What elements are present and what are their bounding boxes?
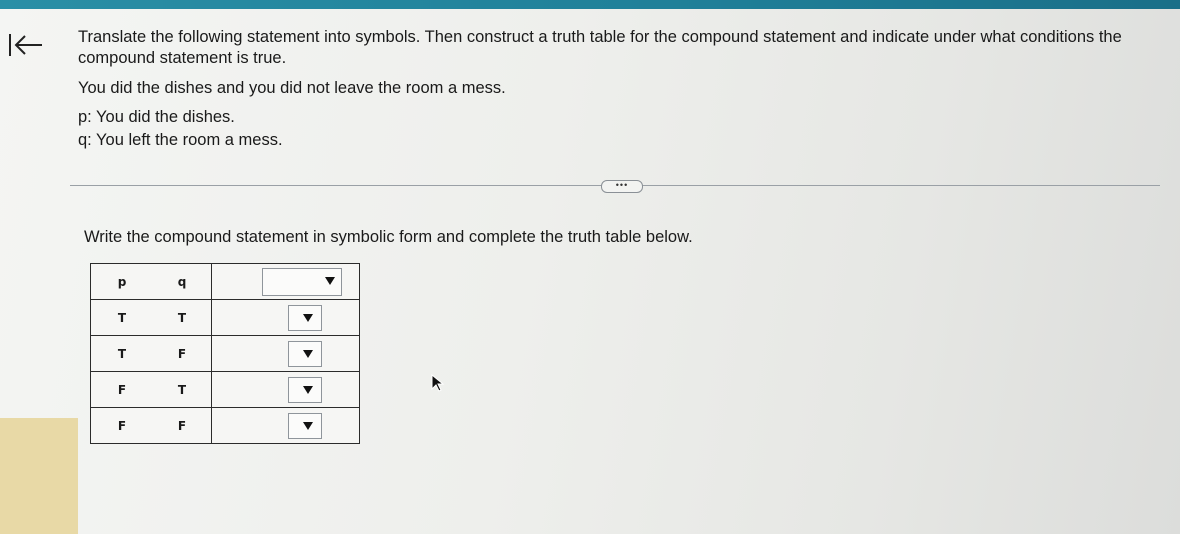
row-answer-cell [212,300,360,336]
row-q-value: F [153,408,212,444]
header-expression-cell [212,264,360,300]
truth-table [90,263,360,444]
row-q-value: F [153,336,212,372]
expression-dropdown[interactable] [262,268,342,296]
question-instructions: Translate the following statement into symbols. Then construct a truth table for the compound statement and indicate under what conditions the compound statement is true. [78,28,1122,67]
row-p-value: F [91,372,154,408]
dropdown-arrow-icon [303,422,313,430]
row-answer-dropdown[interactable] [288,377,322,403]
back-arrow-icon [4,30,46,60]
row-answer-dropdown[interactable] [288,305,322,331]
table-row [91,408,360,444]
row-p-value: T [91,336,154,372]
row-q-value: T [153,300,212,336]
q-definition: q: You left the room a mess. [78,131,283,149]
dropdown-arrow-icon [325,277,335,285]
show-more-button[interactable]: ••• [601,180,643,193]
p-definition: p: You did the dishes. [78,108,235,126]
top-bar [0,0,1180,9]
truth-table-header-row [91,264,360,300]
dropdown-arrow-icon [303,314,313,322]
row-answer-dropdown[interactable] [288,341,322,367]
mouse-pointer-icon [431,374,445,397]
row-p-value: T [91,300,154,336]
table-row [91,300,360,336]
header-p: p [91,264,154,300]
header-q: q [153,264,212,300]
dropdown-arrow-icon [303,350,313,358]
side-panel-tab [0,418,78,534]
row-p-value: F [91,408,154,444]
row-answer-cell [212,372,360,408]
table-row [91,372,360,408]
task-prompt: Write the compound statement in symbolic form and complete the truth table below. [84,228,693,246]
row-answer-cell [212,408,360,444]
table-row [91,336,360,372]
row-answer-cell [212,336,360,372]
row-answer-dropdown[interactable] [288,413,322,439]
compound-statement: You did the dishes and you did not leave the room a mess. [78,79,506,97]
back-button[interactable] [4,30,46,60]
dropdown-arrow-icon [303,386,313,394]
row-q-value: T [153,372,212,408]
